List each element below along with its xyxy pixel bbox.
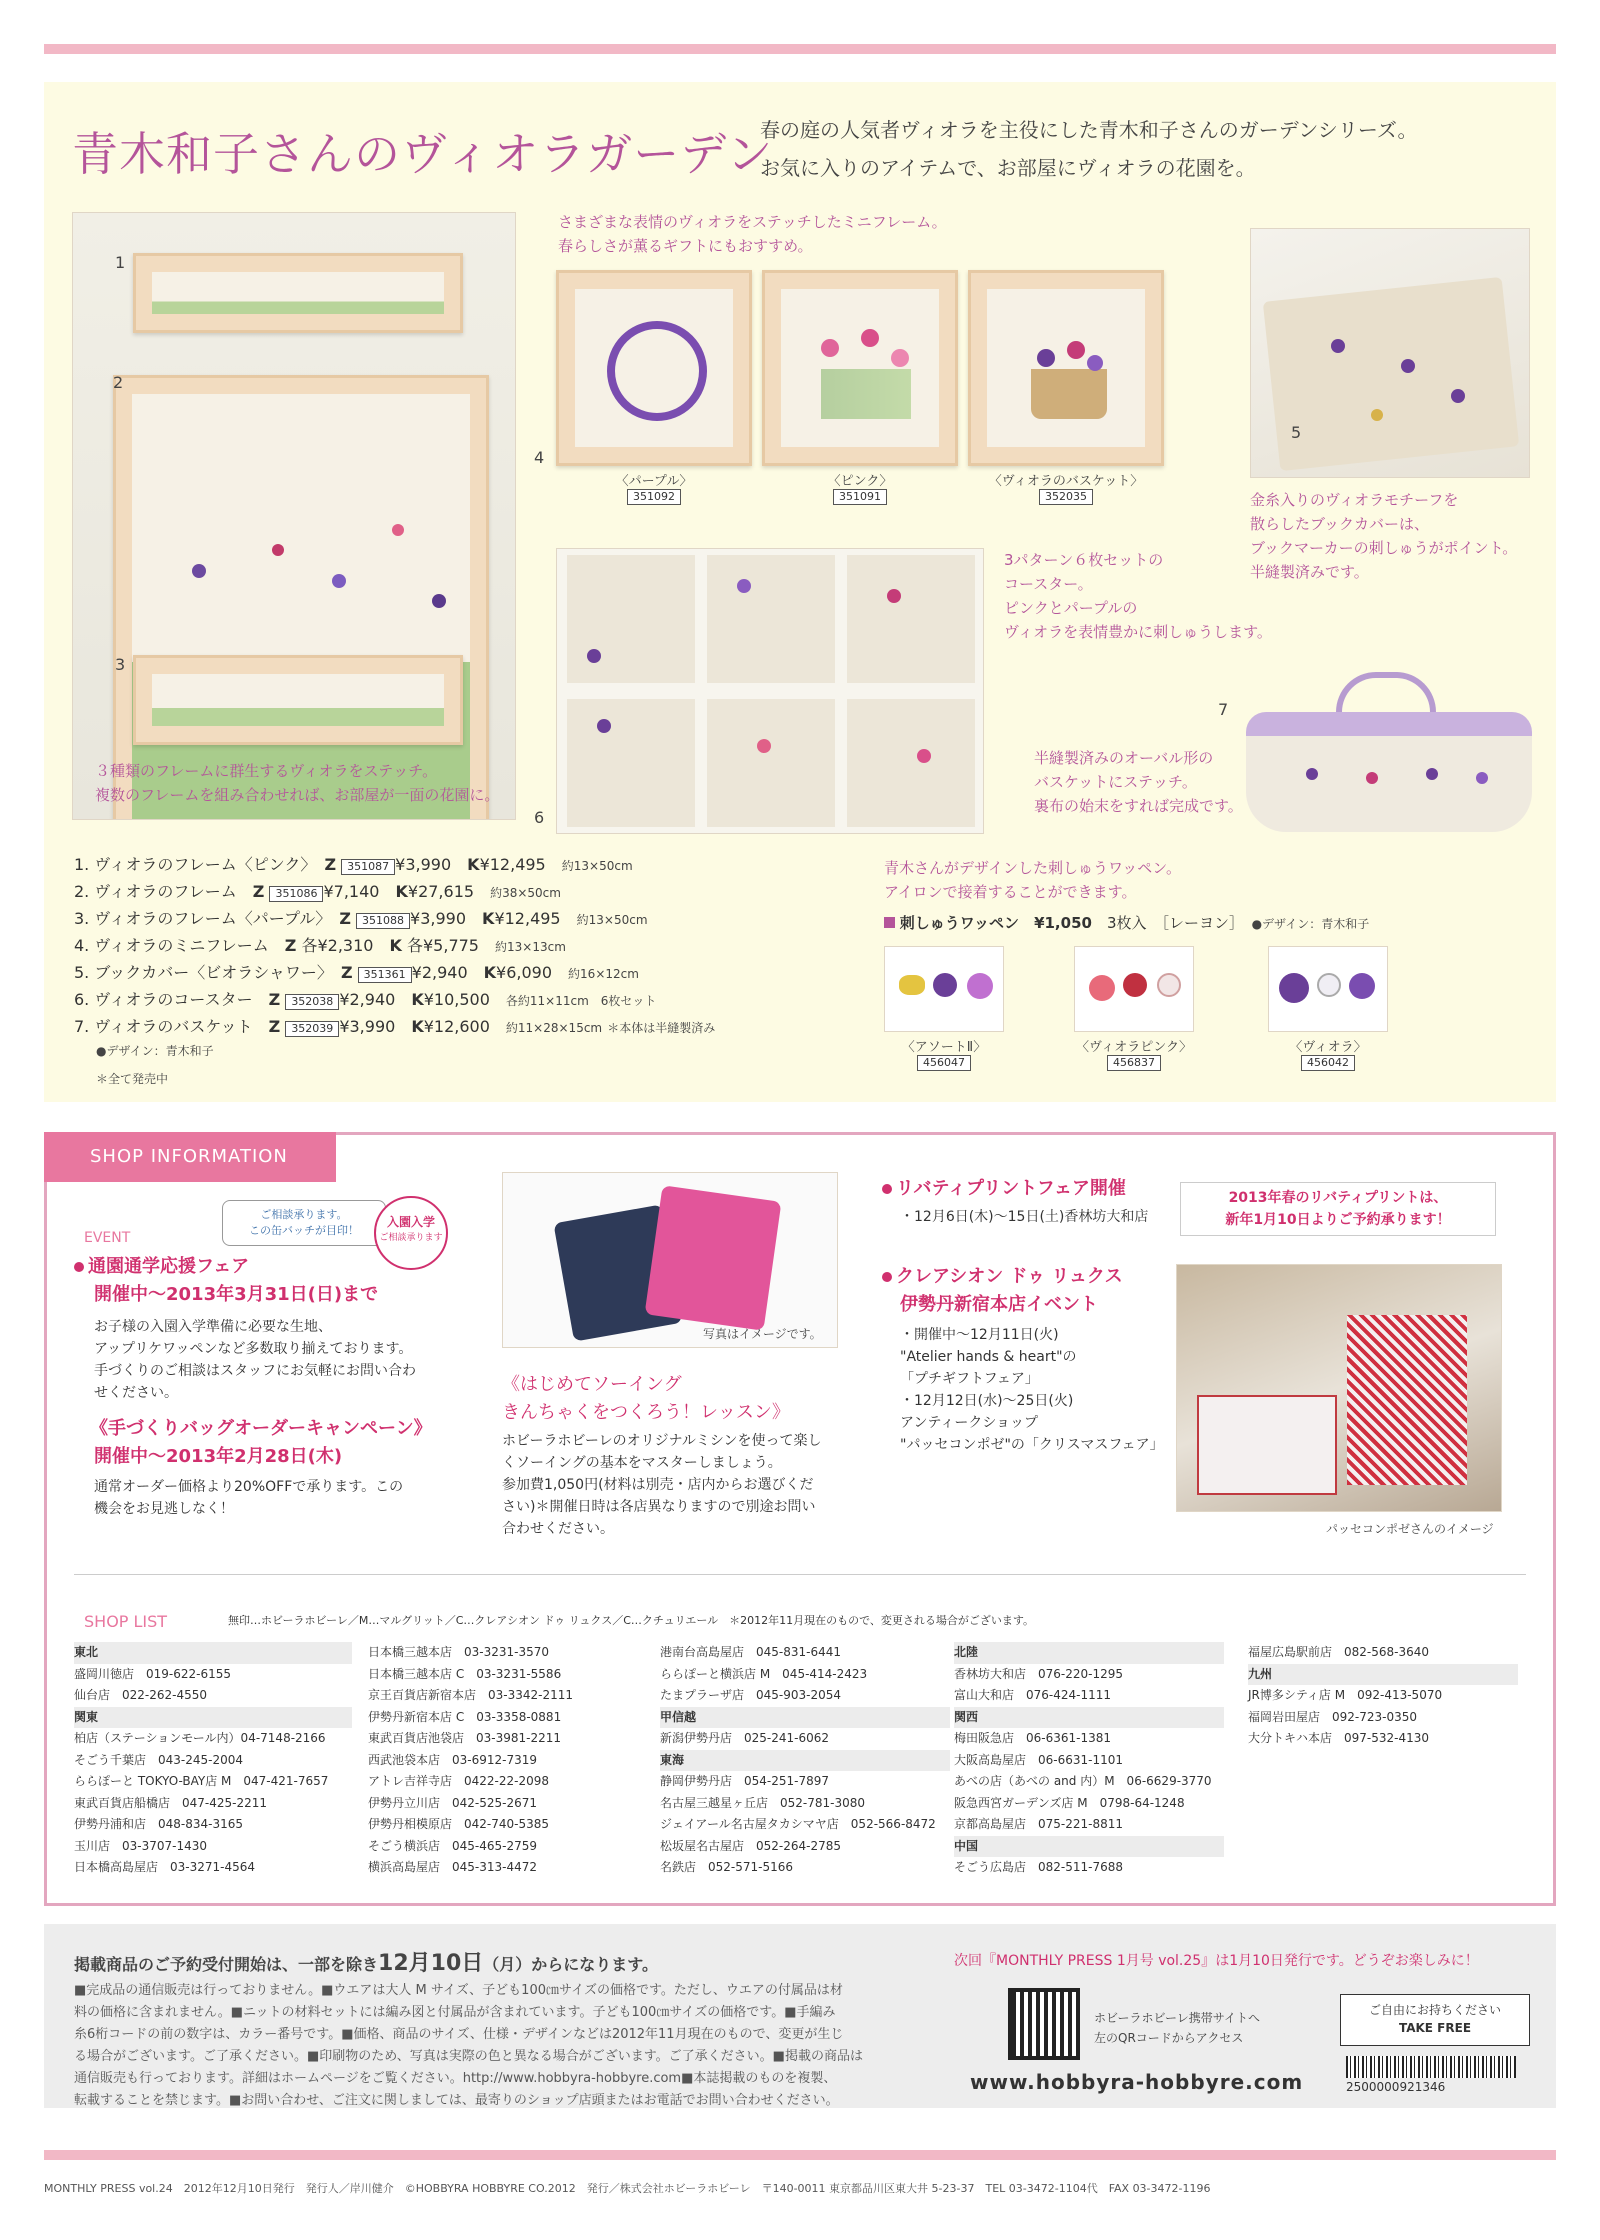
frames-caption-1: ３種類のフレームに群生するヴィオラをステッチ。: [95, 762, 438, 780]
basket-photo: [1246, 672, 1532, 834]
wappen-caption-1: 青木さんがデザインした刺しゅうワッペン。: [884, 859, 1182, 877]
shop-list-title: SHOP LIST: [84, 1612, 168, 1631]
lead-line-2: お気に入りのアイテムで、お部屋にヴィオラの花園を。: [760, 156, 1256, 180]
creation-title-2: 伊勢丹新宿本店イベント: [900, 1294, 1098, 1315]
mini-caption-1: さまざまな表情のヴィオラをステッチしたミニフレーム。: [558, 213, 947, 231]
bookcover-caption-3: ブックマーカーの刺しゅうがポイント。: [1250, 539, 1518, 557]
lesson-title-2: きんちゃくをつくろう！レッスン》: [502, 1402, 790, 1423]
lesson-title-1: 《はじめてソーイング: [502, 1374, 682, 1395]
mini-frame-basket: [968, 270, 1164, 466]
product-row: 4. ヴィオラのミニフレーム Z 各¥2,310 K 各¥5,775 約13×13cm: [74, 936, 566, 955]
wappen-assort: [884, 946, 1004, 1032]
product-row: 3. ヴィオラのフレーム〈パープル〉 Z 351088 ¥3,990 K¥12,495 約13×50cm: [74, 909, 648, 928]
shop-col-4: 北陸 香林坊大和店 076-220-1295 富山大和店 076-424-1111 関西 梅田阪急店 06-6361-1381 大阪高島屋店 06-6631-1101 あべの店（あべの and 内）M 06-6629-3770 阪急西宮ガーデンズ店 M 0798-64-1248 京都高島屋店 075-221-8811 中国 そごう広島店 082-511-7688: [954, 1642, 1224, 1879]
consult-bubble: ご相談承ります。 この缶バッチが目印！: [222, 1200, 386, 1246]
coasters-caption-1: 3パターン６枚セットの: [1004, 551, 1164, 569]
item-number-4: 4: [534, 448, 545, 467]
mini-frame-pink: [762, 270, 958, 466]
wappen-label-assort: 〈アソートⅡ〉 456047: [901, 1040, 987, 1069]
bookcover-caption-1: 金糸入りのヴィオラモチーフを: [1250, 491, 1459, 509]
wappen-caption-2: アイロンで接着することができます。: [884, 883, 1137, 901]
lesson-body: ホビーラホビーレのオリジナルミシンを使って楽し くソーイングの基本をマスターしましょう。 参加費1,050円(材料は別売・店内からお選びくだ さい)＊開催日時は各店異なりますので別途お問い 合わせください。: [502, 1433, 822, 1537]
pouch-photo: [502, 1172, 838, 1348]
wappen-label-pink: 〈ヴィオラピンク〉 456837: [1076, 1040, 1192, 1069]
item-number-2: 2: [113, 373, 124, 392]
item-number-6: 6: [534, 808, 545, 827]
top-bar: [44, 44, 1556, 54]
colophon: MONTHLY PRESS vol.24 2012年12月10日発行 発行人／岸川健介 ©HOBBYRA HOBBYRE CO.2012 発行／株式会社ホビーラホビーレ 〒140-0011 東京都品川区東大井 5-23-37 TEL 03-3472-1104代 FAX 03-3472-1196: [44, 2182, 1211, 2195]
basket-caption-3: 裏布の始末をすれば完成です。: [1034, 797, 1243, 815]
wappen-viola: [1268, 946, 1388, 1032]
frames-photo: [72, 212, 516, 820]
product-row: 7. ヴィオラのバスケット Z 352039 ¥3,990 K¥12,600 約11×28×15cm ＊本体は半縫製済み: [74, 1017, 716, 1036]
release-note: ＊全て発売中: [96, 1072, 169, 1086]
barcode-number: 2500000921346: [1346, 2080, 1446, 2094]
fair-body: お子様の入園入学準備に必要な生地、 アップリケワッペンなど多数取り揃えております。 手づくりのご相談はスタッフにお気軽にお問い合わ せください。: [94, 1319, 416, 1401]
product-code: 351091: [833, 489, 887, 505]
coasters-photo: [556, 548, 984, 834]
bag-campaign-period: 開催中～2013年2月28日(木): [94, 1446, 343, 1467]
shop-divider: [74, 1574, 1526, 1575]
bookcover-caption-2: 散らしたブックカバーは、: [1250, 515, 1429, 533]
photo-note: 写真はイメージです。: [703, 1327, 822, 1341]
shop-info-tab: SHOP INFORMATION: [44, 1132, 336, 1182]
mini-label-purple: 〈パープル〉 351092: [615, 474, 693, 503]
bag-campaign-title: 《手づくりバッグオーダーキャンペーン》: [90, 1418, 432, 1439]
shop-col-3: 港南台高島屋店 045-831-6441 ららぽーと横浜店 M 045-414-2423 たまプラーザ店 045-903-2054 甲信越 新潟伊勢丹店 025-241-6062 東海 静岡伊勢丹店 054-251-7897 名古屋三越星ヶ丘店 052-781-3080 ジェイアール名古屋タカシマヤ店 052-566-8472 松坂屋名古屋店 052-264-2785 名鉄店 052-571-5166: [660, 1642, 950, 1879]
reserve-notice: 掲載商品のご予約受付開始は、一部を除き12月10日（月）からになります。: [74, 1951, 658, 1976]
creation-title-1: クレアシオン ドゥ リュクス: [882, 1264, 1123, 1290]
mini-label-basket: 〈ヴィオラのバスケット〉 352035: [988, 474, 1144, 503]
page-title: 青木和子さんのヴィオラガーデン: [72, 127, 774, 181]
item-number-5: 5: [1291, 423, 1302, 442]
liberty-title: リバティプリントフェア開催: [882, 1176, 1126, 1202]
product-code: 352035: [1039, 489, 1093, 505]
liberty-period: ・12月6日(木)～15日(土)香林坊大和店: [900, 1209, 1149, 1225]
mini-caption-2: 春らしさが薫るギフトにもおすすめ。: [558, 237, 813, 255]
barcode: [1346, 2056, 1516, 2078]
mini-frame-purple: [556, 270, 752, 466]
bag-campaign-body: 通常オーダー価格より20%OFFで承ります。この 機会をお見逃しなく！: [94, 1479, 404, 1517]
footer-notes: ■完成品の通信販売は行っておりません。■ウエアは大人 M サイズ、子ども100㎝サイズの価格です。ただし、ウエアの付属品は材 料の価格に含まれません。■ニットの材料セットには編み図と付属品が含まれています。子ども100㎝サイズの価格です。■手編み 糸6桁コードの前の数字は、カラー番号です。■価格、商品のサイズ、仕様・デザインなどは2012年11月現在のもので、変更が生じ る場合がございます。ご了承ください。■印刷物のため、写真は実際の色と異なる場合がございます。ご了承ください。■掲載の商品は 通信販売も行っております。詳細はホームページをご覧ください。http://www.hobbyra-hobbyre.com■本誌掲載のものを複製、 転載することを禁じます。■お問い合わせ、ご注文に関しましては、最寄りのショップ店頭またはお電話でお問い合わせください。: [74, 1983, 863, 2108]
fair-period: 開催中～2013年3月31日(日)まで: [94, 1284, 379, 1305]
wappen-label-viola: 〈ヴィオラ〉 456042: [1289, 1040, 1367, 1069]
liberty-note: 2013年春のリバティプリントは、 新年1月10日よりご予約承ります！: [1180, 1182, 1496, 1236]
frame-2: [113, 375, 489, 820]
bottom-bar: [44, 2150, 1556, 2160]
wappen-headline: 刺しゅうワッペン ¥1,050 3枚入 ［レーヨン］ ●デザイン：青木和子: [884, 912, 1369, 933]
frame-1: [133, 253, 463, 333]
bookcover-photo: [1250, 228, 1530, 478]
mini-label-pink: 〈ピンク〉 351091: [827, 474, 893, 503]
product-code: 351092: [627, 489, 681, 505]
coasters-caption-3: ピンクとパープルの: [1004, 599, 1138, 617]
qr-code[interactable]: [1008, 1988, 1080, 2060]
event-label: EVENT: [84, 1230, 131, 1246]
shop-col-5: 福屋広島駅前店 082-568-3640 九州 JR博多シティ店 M 092-413-5070 福岡岩田屋店 092-723-0350 大分トキハ本店 097-532-4130: [1248, 1642, 1518, 1750]
shop-col-1: 東北 盛岡川徳店 019-622-6155 仙台店 022-262-4550 関東 柏店（ステーションモール内）04-7148-2166 そごう千葉店 043-245-2004 ららぽーと TOKYO-BAY店 M 047-421-7657 東武百貨店船橋店 047-425-2211 伊勢丹浦和店 048-834-3165 玉川店 03-3707-1430 日本橋高島屋店 03-3271-4564: [74, 1642, 352, 1879]
item-number-1: 1: [115, 253, 126, 272]
enrollment-badge: 入園入学 ご相談承ります: [374, 1196, 448, 1270]
wappen-viola-pink: [1074, 946, 1194, 1032]
coasters-caption-4: ヴィオラを表情豊かに刺しゅうします。: [1004, 623, 1272, 641]
antique-photo: [1176, 1264, 1502, 1512]
creation-body: ・開催中～12月11日(火) "Atelier hands & heart"の 「プチギフトフェア」 ・12月12日(水)～25日(火) アンティークショップ "パッセコンポゼ"の「クリスマスフェア」: [900, 1327, 1164, 1453]
product-row: 5. ブックカバー〈ビオラシャワー〉 Z 351361 ¥2,940 K¥6,090 約16×12cm: [74, 963, 639, 982]
item-number-7: 7: [1218, 700, 1229, 719]
fair-title: 通園通学応援フェア: [74, 1254, 249, 1280]
site-url[interactable]: www.hobbyra-hobbyre.com: [970, 2070, 1304, 2094]
product-row: 1. ヴィオラのフレーム〈ピンク〉 Z 351087 ¥3,990 K¥12,495 約13×50cm: [74, 855, 633, 874]
shop-list-legend: 無印…ホビーラホビーレ／M…マルグリット／C…クレアシオン ドゥ リュクス／C…クチュリエール ＊2012年11月現在のもので、変更される場合がございます。: [228, 1614, 1035, 1627]
next-issue: 次回『MONTHLY PRESS 1月号 vol.25』は1月10日発行です。どうぞお楽しみに！: [954, 1953, 1479, 1969]
antique-photo-note: パッセコンポゼさんのイメージ: [1326, 1522, 1494, 1536]
frames-caption-2: 複数のフレームを組み合わせれば、お部屋が一面の花園に。: [95, 786, 500, 804]
coasters-caption-2: コースター。: [1004, 575, 1093, 593]
shop-col-2: 日本橋三越本店 03-3231-3570 日本橋三越本店 C 03-3231-5586 京王百貨店新宿本店 03-3342-2111 伊勢丹新宿本店 C 03-3358-0881 東武百貨店池袋店 03-3981-2211 西武池袋本店 03-6912-7319 アトレ吉祥寺店 0422-22-2098 伊勢丹立川店 042-525-2671 伊勢丹相模原店 042-740-5385 そごう横浜店 045-465-2759 横浜高島屋店 045-313-4472: [368, 1645, 574, 1874]
frame-3: [133, 655, 463, 745]
product-list: [74, 852, 854, 1041]
basket-caption-2: バスケットにステッチ。: [1034, 773, 1197, 791]
take-free-box: ご自由にお持ちください TAKE FREE: [1340, 1994, 1530, 2046]
qr-text: ホビーラホビーレ携帯サイトへ 左のQRコードからアクセス: [1094, 2011, 1260, 2045]
bookcover-caption-4: 半縫製済みです。: [1250, 563, 1369, 581]
product-row: 6. ヴィオラのコースター Z 352038 ¥2,940 K¥10,500 各約11×11cm 6枚セット: [74, 990, 657, 1009]
product-row: 2. ヴィオラのフレーム Z 351086 ¥7,140 K¥27,615 約38×50cm: [74, 882, 561, 901]
design-credit: ●デザイン：青木和子: [96, 1044, 214, 1058]
basket-caption-1: 半縫製済みのオーバル形の: [1034, 749, 1214, 767]
item-number-3: 3: [115, 655, 126, 674]
lead-line-1: 春の庭の人気者ヴィオラを主役にした青木和子さんのガーデンシリーズ。: [760, 118, 1418, 142]
